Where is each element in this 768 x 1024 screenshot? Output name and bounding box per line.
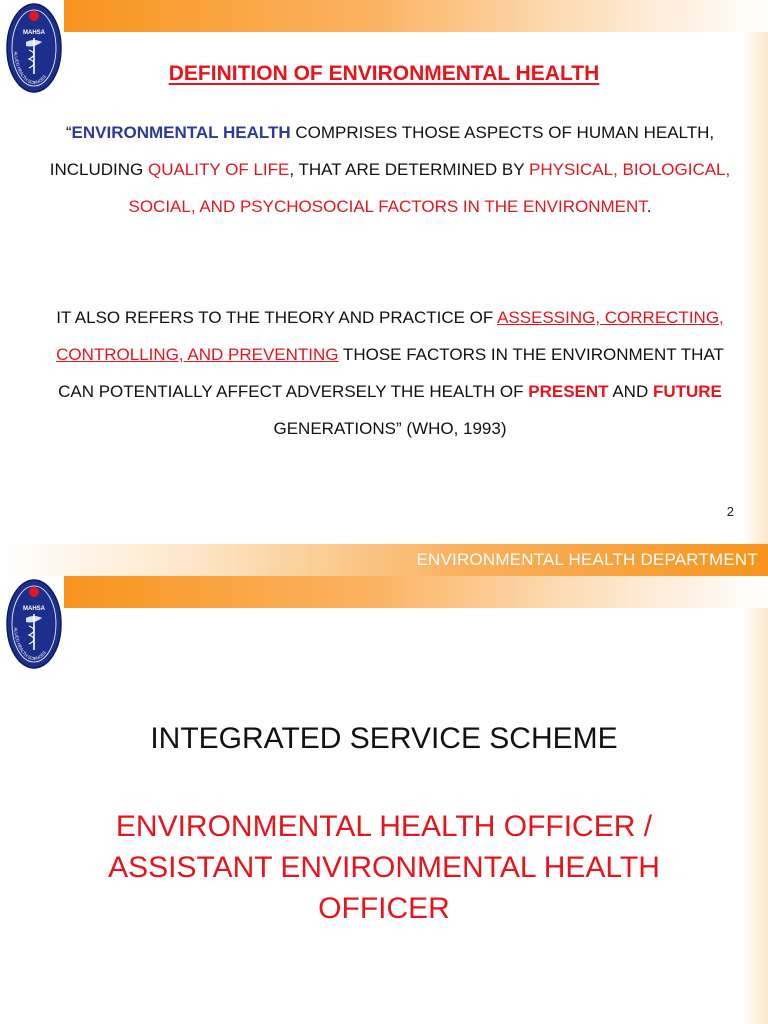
quote-open: “	[65, 123, 72, 142]
highlight-actions: ASSESSING, CORRECTING, CONTROLLING, AND PREVENTING	[56, 308, 724, 364]
officer-subtitle: ENVIRONMENTAL HEALTH OFFICER / ASSISTANT ENVIRONMENTAL HEALTH OFFICER	[108, 810, 660, 925]
footer-bar	[0, 544, 768, 576]
mahsa-logo-icon	[6, 578, 62, 670]
practice-text: IT ALSO REFERS TO THE THEORY AND PRACTICE OF	[56, 308, 498, 327]
footer-department: ENVIRONMENTAL HEALTH DEPARTMENT	[416, 550, 758, 569]
highlight-factors: PHYSICAL, BIOLOGICAL, SOCIAL, AND PSYCHOSOCIAL FACTORS IN THE ENVIRONMENT	[128, 160, 731, 216]
practice-text: AND	[608, 382, 653, 401]
svg-text:MAHSA: MAHSA	[23, 30, 45, 36]
term-environmental-health: ENVIRONMENTAL HEALTH	[71, 123, 291, 142]
right-gradient-strip	[742, 32, 768, 576]
highlight-present: PRESENT	[528, 382, 609, 401]
definition-text: , THAT ARE DETERMINED BY	[289, 160, 529, 179]
definition-text: COMPRISES THOSE ASPECTS OF HUMAN HEALTH, INCLUDING	[49, 123, 715, 179]
top-orange-bar	[64, 0, 768, 32]
svg-text:MAHSA: MAHSA	[23, 606, 45, 612]
practice-text: GENERATIONS” (WHO, 1993)	[273, 419, 507, 438]
right-gradient-strip	[742, 608, 768, 1024]
slide-service-scheme	[0, 576, 768, 1024]
highlight-future: FUTURE	[652, 382, 722, 401]
definition-paragraph	[40, 114, 740, 225]
definition-text: .	[646, 197, 652, 216]
top-orange-bar	[64, 576, 768, 608]
practice-text: THOSE FACTORS IN THE ENVIRONMENT THAT CAN POTENTIALLY AFFECT ADVERSELY THE HEALTH OF	[58, 345, 724, 401]
page-number: 2	[726, 504, 734, 519]
scheme-title: INTEGRATED SERVICE SCHEME	[150, 722, 618, 755]
slide-title: DEFINITION OF ENVIRONMENTAL HEALTH	[168, 62, 600, 85]
highlight-quality-of-life: QUALITY OF LIFE	[147, 160, 290, 179]
practice-paragraph	[40, 299, 740, 447]
svg-text:ALLIED HEALTH SCIENCES: ALLIED HEALTH SCIENCES	[13, 627, 47, 662]
svg-text:ALLIED HEALTH SCIENCES: ALLIED HEALTH SCIENCES	[13, 51, 47, 86]
